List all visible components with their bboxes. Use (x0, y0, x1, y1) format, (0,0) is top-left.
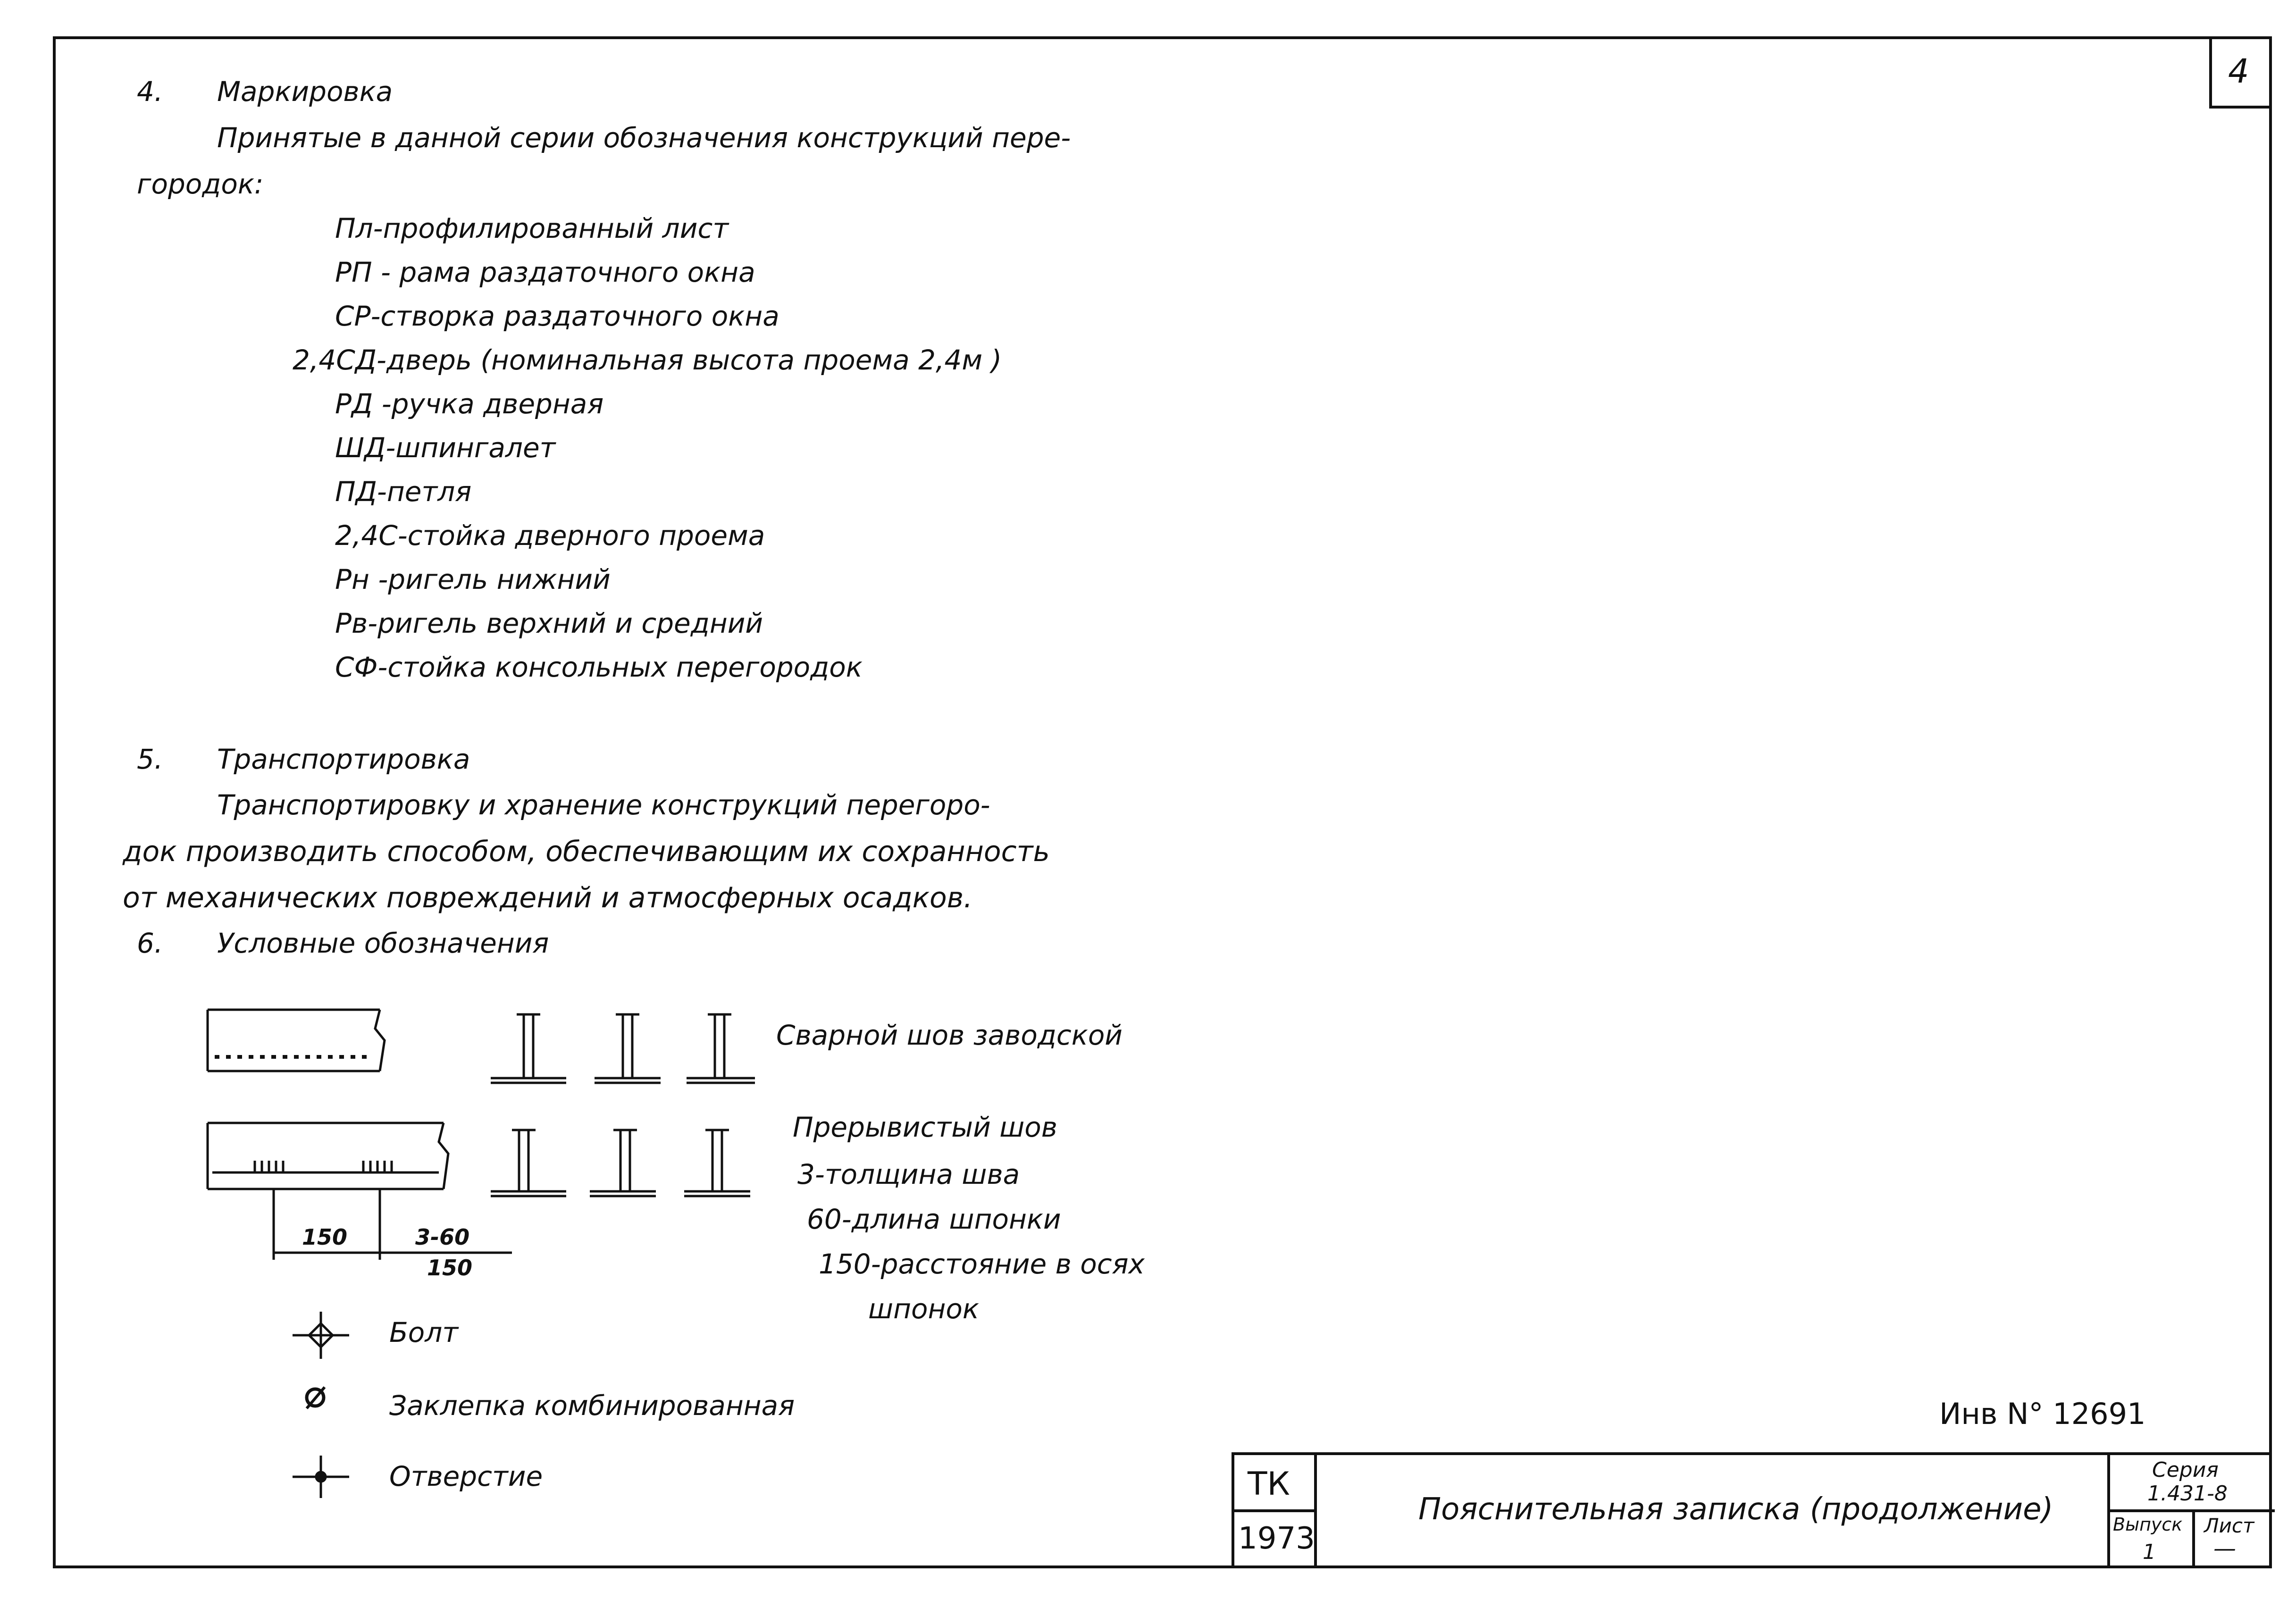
section5-title: Транспортировка (217, 743, 470, 775)
code-item: Пл-профилированный лист (335, 212, 729, 244)
section6-title: Условные обозначения (217, 927, 549, 959)
t-weld-row2 (491, 1130, 750, 1196)
code-item: ПД-петля (335, 476, 472, 508)
title-block-org-divider (1234, 1509, 1317, 1512)
sheet-number: 4 (2228, 52, 2249, 91)
section6-number: 6. (137, 927, 163, 959)
title-block-issue-divider (2192, 1509, 2195, 1568)
code-item: РП - рама раздаточного окна (335, 256, 755, 288)
title-block-right-divider (2107, 1509, 2275, 1512)
section4-intro-line2: городок: (137, 168, 264, 200)
section4-title: Маркировка (217, 75, 393, 108)
series-value: 1.431-8 (2147, 1482, 2228, 1506)
code-item: 2,4СД-дверь (номинальная высота проема 2,4м ) (293, 344, 1002, 376)
bolt-symbol (293, 1312, 349, 1359)
code-item: 2,4С-стойка дверного проема (335, 519, 765, 552)
section5-number: 5. (137, 743, 163, 775)
code-item: РД -ручка дверная (335, 388, 604, 420)
issue-label: Выпуск (2113, 1514, 2183, 1535)
section5-line2: док производить способом, обеспечивающим их сохранность (123, 835, 1050, 868)
weld-spacing-note-2: шпонок (868, 1293, 979, 1325)
sheet-label: Лист (2204, 1514, 2254, 1537)
rivet-symbol (307, 1387, 325, 1408)
code-item: Рв-ригель верхний и средний (335, 607, 763, 639)
dimension-fraction-top: 3-60 (415, 1224, 470, 1250)
section4-number: 4. (137, 75, 163, 108)
rivet-label: Заклепка комбинированная (389, 1390, 795, 1422)
org-code: ТК (1248, 1465, 1290, 1503)
bolt-label: Болт (389, 1316, 459, 1348)
factory-weld-plate (208, 1010, 385, 1071)
title-block (1232, 1452, 2272, 1568)
weld-thickness-note: 3-толщина шва (797, 1158, 1020, 1190)
hole-label: Отверстие (389, 1460, 543, 1492)
section4-intro-line1: Принятые в данной серии обозначения конструкций пере- (217, 122, 1071, 154)
code-item: ШД-шпингалет (335, 432, 556, 464)
series-label: Серия (2152, 1458, 2219, 1482)
t-weld-row1 (491, 1014, 755, 1083)
year: 1973 (1238, 1521, 1315, 1556)
weld-intermittent-label: Прерывистый шов (793, 1111, 1057, 1143)
document-title: Пояснительная записка (продолжение) (1418, 1492, 2053, 1527)
weld-length-note: 60-длина шпонки (807, 1203, 1061, 1235)
code-item: СР-створка раздаточного окна (335, 300, 779, 332)
sheet-value: — (2213, 1535, 2236, 1562)
code-item: Рн -ригель нижний (335, 563, 611, 595)
weld-spacing-note-1: 150-расстояние в осях (819, 1248, 1145, 1280)
inventory-number: Инв N° 12691 (1939, 1397, 2146, 1431)
dimension-fraction-bottom: 150 (427, 1255, 473, 1281)
dimension-150: 150 (302, 1224, 348, 1250)
section5-line1: Транспортировку и хранение конструкций перегоро- (217, 789, 990, 821)
code-item: СФ-стойка консольных перегородок (335, 651, 863, 683)
issue-value: 1 (2143, 1540, 2156, 1564)
weld-factory-label: Сварной шов заводской (776, 1019, 1123, 1051)
section5-line3: от механических повреждений и атмосферных осадков. (123, 881, 973, 914)
